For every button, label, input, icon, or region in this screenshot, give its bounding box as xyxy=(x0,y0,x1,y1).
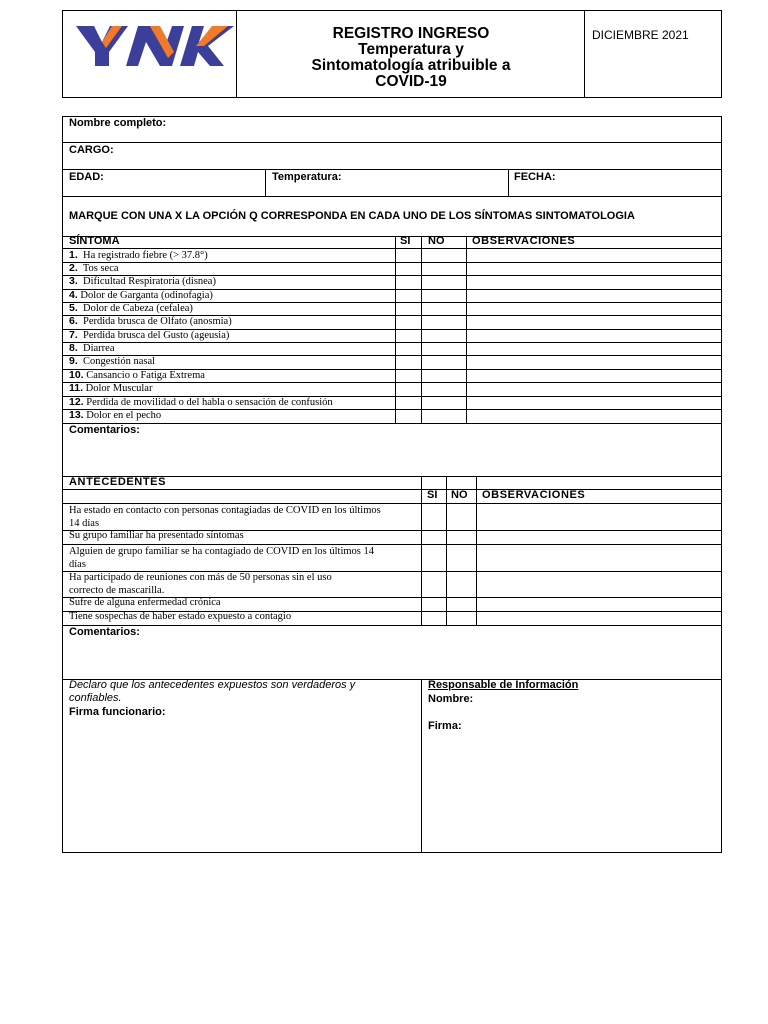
list-item: 2. Tos seca xyxy=(69,262,119,274)
list-item: 11. Dolor Muscular xyxy=(69,382,153,394)
edad-label: EDAD: xyxy=(69,171,104,183)
no-header: NO xyxy=(451,489,468,501)
list-item: Tiene sospechas de haber estado expuesto a contagio xyxy=(69,611,292,622)
observaciones-header: OBSERVACIONES xyxy=(472,235,576,247)
list-item: Ha participado de reuniones con más de 50 personas sin el uso correcto de mascarilla. xyxy=(69,572,332,596)
list-item: 6. Perdida brusca de Olfato (anosmia) xyxy=(69,315,232,327)
declaration-text: Declaro que los antecedentes expuestos son verdaderos y confiables. xyxy=(69,679,356,704)
document-date: DICIEMBRE 2021 xyxy=(592,28,689,42)
responsible-signature-label: Firma: xyxy=(428,720,462,732)
list-item: Su grupo familiar ha presentado síntomas xyxy=(69,530,244,541)
instructions-text: MARQUE CON UNA X LA OPCIÓN Q CORRESPONDA EN CADA UNO DE LOS SÍNTOMAS SINTOMATOLOGIA xyxy=(69,210,635,222)
responsible-name-label: Nombre: xyxy=(428,693,474,705)
title-line: Temperatura y xyxy=(358,41,464,58)
observaciones-header: OBSERVACIONES xyxy=(482,489,586,501)
title-line: COVID-19 xyxy=(375,73,447,90)
antecedentes-title: ANTECEDENTES xyxy=(69,476,167,488)
fecha-label: FECHA: xyxy=(514,171,556,183)
antecedentes-comments-label: Comentarios: xyxy=(69,626,140,638)
list-item: Ha estado en contacto con personas contagiadas de COVID en los últimos 14 días xyxy=(69,505,381,529)
logo-k xyxy=(180,26,234,66)
list-item: 12. Perdida de movilidad o del habla o sensación de confusión xyxy=(69,396,333,408)
signature-label: Firma funcionario: xyxy=(69,706,166,718)
list-item: 1. Ha registrado fiebre (> 37.8°) xyxy=(69,249,208,261)
temperatura-label: Temperatura: xyxy=(272,171,342,183)
si-header: SI xyxy=(400,235,411,247)
list-item: 7. Perdida brusca del Gusto (ageusia) xyxy=(69,329,230,341)
responsible-title: Responsable de Información xyxy=(428,679,579,691)
list-item: 5. Dolor de Cabeza (cefalea) xyxy=(69,302,193,314)
cargo-label: CARGO: xyxy=(69,144,114,156)
name-label: Nombre completo: xyxy=(69,117,167,129)
list-item: 9. Congestión nasal xyxy=(69,355,156,367)
company-logo xyxy=(76,24,234,68)
list-item: 4. Dolor de Garganta (odinofagia) xyxy=(69,289,213,301)
logo-n xyxy=(126,26,184,66)
title-line: REGISTRO INGRESO xyxy=(332,25,490,42)
list-item: 8. Diarrea xyxy=(69,342,115,354)
title-line: Sintomatología atribuible a xyxy=(311,57,511,74)
no-header: NO xyxy=(428,235,445,247)
header-divider xyxy=(584,10,585,98)
list-item: 13. Dolor en el pecho xyxy=(69,409,162,421)
si-header: SI xyxy=(427,489,438,501)
list-item: 10. Cansancio o Fatiga Extrema xyxy=(69,369,205,381)
list-item: Sufre de alguna enfermedad crónica xyxy=(69,597,221,608)
document-title xyxy=(238,26,584,90)
list-item: 3. Dificultad Respiratoria (disnea) xyxy=(69,275,216,287)
list-item: Alguien de grupo familiar se ha contagiado de COVID en los últimos 14 días xyxy=(69,546,375,570)
symptom-header: SÍNTOMA xyxy=(69,235,120,247)
logo-y xyxy=(76,26,128,66)
header-divider xyxy=(236,10,237,98)
symptoms-comments-label: Comentarios: xyxy=(69,424,140,436)
